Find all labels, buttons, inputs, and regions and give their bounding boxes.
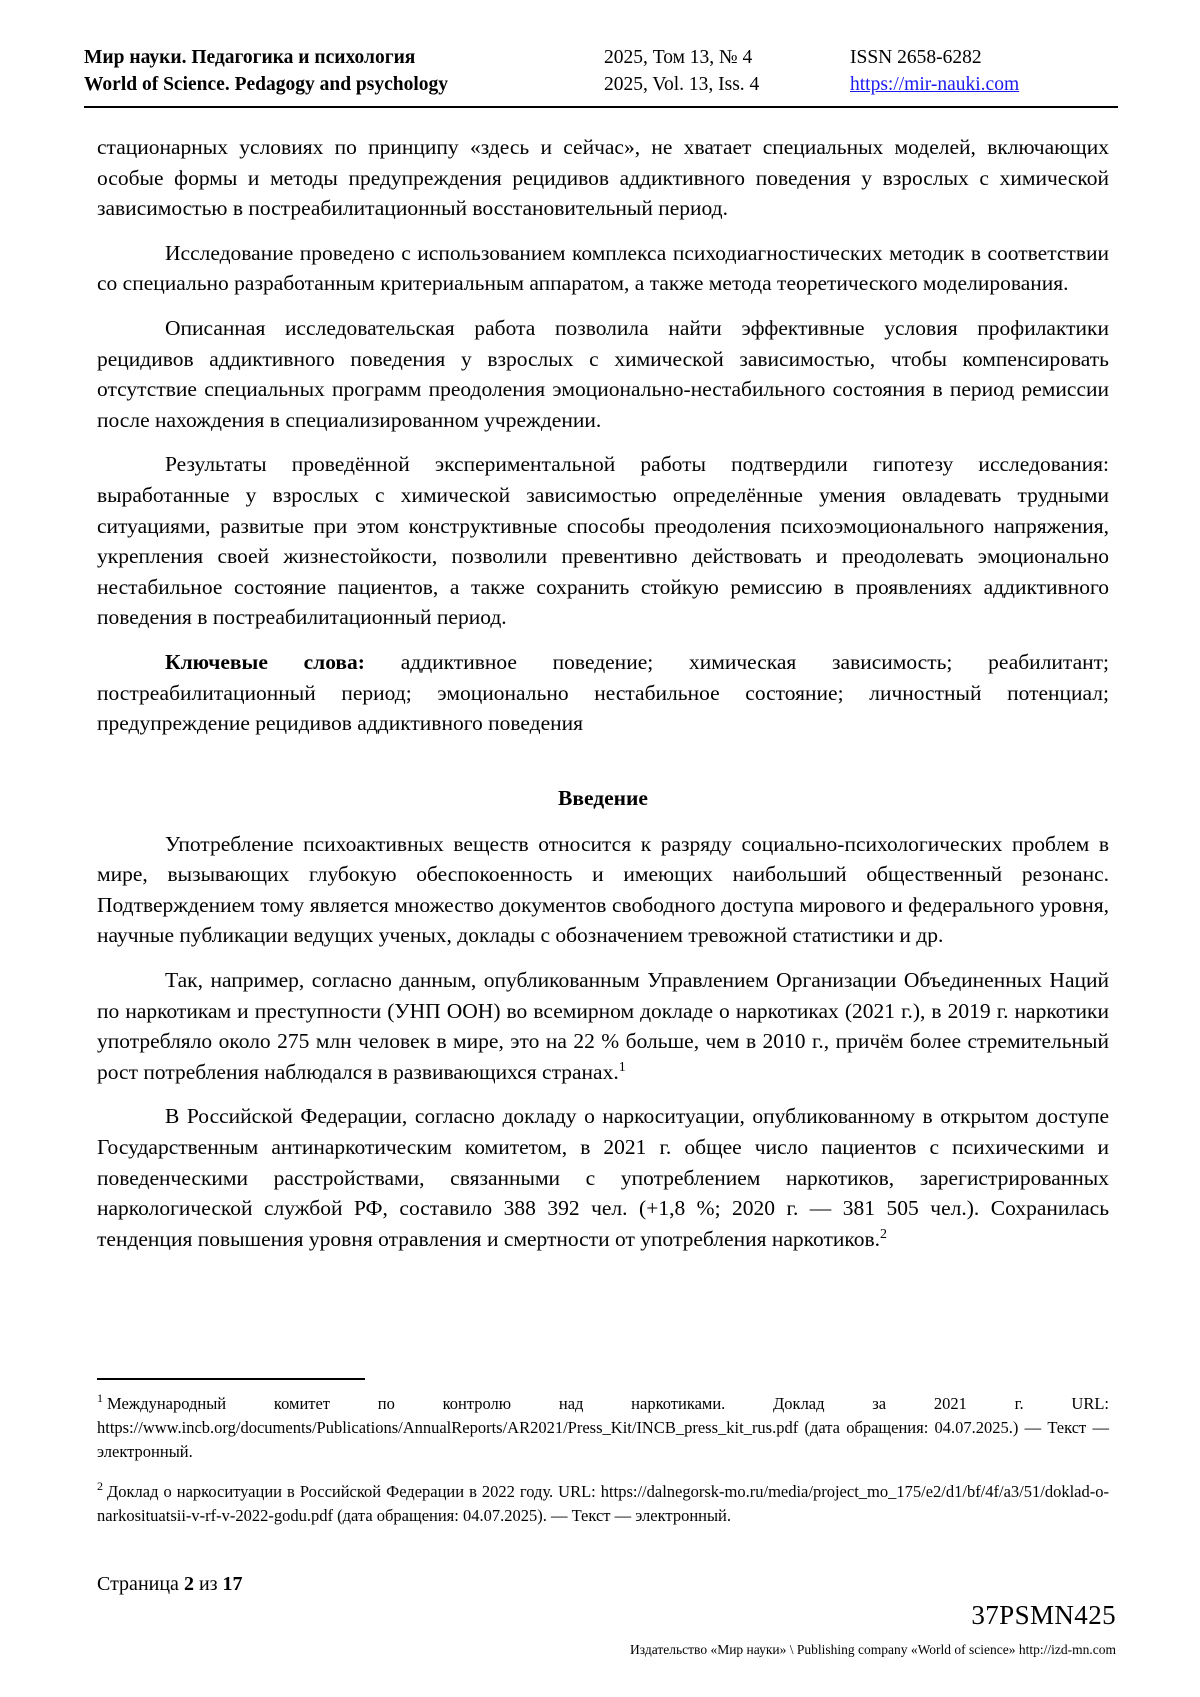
footnote-1-link[interactable]: https://www.incb.org/documents/Publications/AnnualReports/AR2021/Press_Kit/INCB_press_kit_rus.pdf xyxy=(97,1417,799,1437)
issue-info-ru: 2025, Том 13, № 4 xyxy=(604,47,753,68)
footnote-2-text-pre: Доклад о наркоситуации в Российской Федерации в 2022 году. URL: xyxy=(107,1481,601,1501)
footnotes xyxy=(97,1378,1109,1544)
publisher-link[interactable]: http://izd-mn.com xyxy=(1018,1642,1116,1657)
paragraph-6-text: Так, например, согласно данным, опубликованным Управлением Организации Объединенных Наций по наркотикам и преступности (УНП ООН) во всемирном докладе о наркотиках (2021 г.), в 2019 г. наркотики употребляло около 275 млн человек в мире, это на 22 % больше, чем в 2010 г., причём более стремительный рост потребления наблюдался в развивающихся странах. xyxy=(97,968,1109,1084)
page-total: 17 xyxy=(222,1573,243,1595)
paragraph-3: Описанная исследовательская работа позволила найти эффективные условия профилактики рецидивов аддиктивного поведения у взрослых с химической зависимостью, чтобы компенсировать отсутствие специальных программ преодоления эмоционально-нестабильного состояния в период ремиссии после нахождения в специализированном учреждении. xyxy=(97,315,1109,432)
page-mid: из xyxy=(193,1573,223,1595)
article-code: 37PSMN425 xyxy=(971,1600,1116,1630)
footnote-1-text-post: (дата обращения: 04.07.2025.) — Текст — электронный. xyxy=(97,1417,1109,1461)
running-head-row-en xyxy=(84,71,1118,98)
paragraph-5: Употребление психоактивных веществ относится к разряду социально-психологических проблем в мире, вызывающих глубокую обеспокоенность и имеющих наибольший общественный резонанс. Подтверждением тому является множество документов свободного доступа мирового и федерального уровня, научные публикации ведущих ученых, доклады с обозначением тревожной статистики и др. xyxy=(97,831,1109,948)
footnote-1 xyxy=(97,1392,1109,1464)
page-prefix: Страница xyxy=(97,1573,184,1595)
publisher-text: Издательство «Мир науки» \ Publishing company «World of science» xyxy=(630,1642,1019,1657)
footnote-ref-1[interactable]: 1 xyxy=(618,1059,626,1075)
footnote-2-number: 2 xyxy=(97,1479,103,1493)
paragraph-6 xyxy=(97,965,1109,1087)
paragraph-2: Исследование проведено с использованием комплекса психодиагностических методик в соответствии со специально разработанным критериальным аппаратом, а также метода теоретического моделирования. xyxy=(97,240,1109,296)
journal-title-en: World of Science. Pedagogy and psychology xyxy=(84,74,449,95)
running-head xyxy=(84,44,1118,98)
page-current: 2 xyxy=(183,1573,194,1595)
footnote-2-text-post: (дата обращения: 04.07.2025). — Текст — электронный. xyxy=(333,1505,732,1525)
article-body xyxy=(97,132,1109,1254)
keywords-list: аддиктивное поведение; химическая зависимость; реабилитант; постреабилитационный период; эмоционально нестабильное состояние; личностный потенциал; предупреждение рецидивов аддиктивного поведения xyxy=(97,649,1110,736)
journal-title-ru: Мир науки. Педагогика и психология xyxy=(84,47,416,68)
header-divider xyxy=(84,106,1118,108)
footnote-1-number: 1 xyxy=(97,1391,103,1405)
footnote-ref-2[interactable]: 2 xyxy=(880,1226,887,1242)
section-heading-introduction: Введение xyxy=(558,785,648,810)
footnote-2 xyxy=(97,1480,1109,1528)
keywords-label: Ключевые слова: xyxy=(165,649,365,674)
publisher-line xyxy=(630,1641,1116,1659)
paragraph-7 xyxy=(97,1101,1109,1254)
page-number-footer xyxy=(97,1571,243,1597)
footnote-divider xyxy=(97,1378,365,1380)
issn: ISSN 2658-6282 xyxy=(850,47,982,68)
keywords-paragraph xyxy=(97,647,1109,739)
paragraph-7-text: В Российской Федерации, согласно докладу о наркоситуации, опубликованному в открытом доступе Государственным антинаркотическим комитетом, в 2021 г. общее число пациентов с психическими и поведенческими расстройствами, связанными с употреблением наркотиков, зарегистрированных наркологической службой РФ, составило 388 392 чел. (+1,8 %; 2020 г. — 381 505 чел.). Сохранилась тенденция повышения уровня отравления и смертности от употребления наркотиков. xyxy=(97,1104,1109,1251)
issue-info-en: 2025, Vol. 13, Iss. 4 xyxy=(604,74,760,95)
paragraph-1: стационарных условиях по принципу «здесь и сейчас», не хватает специальных моделей, включающих особые формы и методы предупреждения рецидивов аддиктивного поведения у взрослых с химической зависимостью в постреабилитационный восстановительный период. xyxy=(97,135,1109,221)
footnote-1-text-pre: Международный комитет по контролю над наркотиками. Доклад за 2021 г. URL: xyxy=(107,1393,1109,1413)
footnote-2-link[interactable]: https://dalnegorsk-mo.ru/media/project_mo_175/e2/d1/bf/4f/a3/51/doklad-o-narkosituatsii-v-rf-v-2022-godu.pdf xyxy=(97,1481,1109,1525)
running-head-row-ru xyxy=(84,44,1118,71)
paragraph-4: Результаты проведённой экспериментальной работы подтвердили гипотезу исследования: выработанные у взрослых с химической зависимостью определённые умения овладевать трудными ситуациями, развитые при этом конструктивные способы преодоления психоэмоционального напряжения, укрепления своей жизнестойкости, позволили превентивно действовать и преодолевать эмоционально нестабильное состояние пациентов, а также сохранить стойкую ремиссию в проявлениях аддиктивного поведения в постреабилитационный период. xyxy=(97,452,1109,630)
journal-website-link[interactable]: https://mir-nauki.com xyxy=(850,74,1020,95)
